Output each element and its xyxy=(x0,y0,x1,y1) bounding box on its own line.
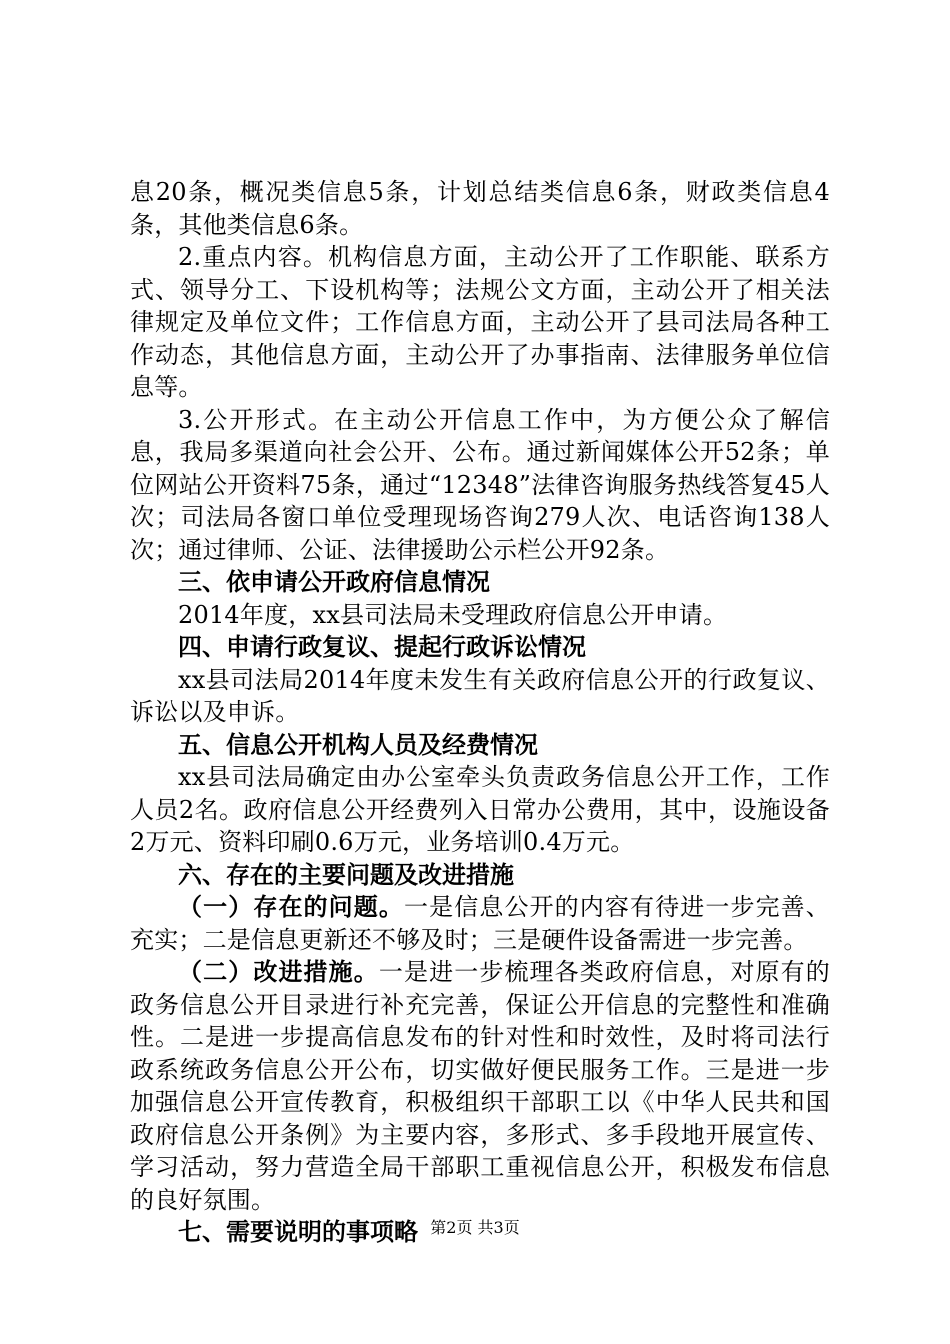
subheading-measures: （二）改进措施。 xyxy=(178,958,379,986)
paragraph-measures-text: 一是进一步梳理各类政府信息，对原有的政务信息公开目录进行补充完善，保证公开信息的完整性和准确性。二是进一步提高信息发布的针对性和时效性，及时将司法行政系统政务信息公开公布，切实做好便民服务工作。三是进一步加强信息公开宣传教育，积极组织干部职工以《中华人民共和国政府信息公开条例》为主要内容，多形式、多手段地开展宣传、学习活动，努力营造全局干部职工重视信息公开，积极发布信息的良好氛围。 xyxy=(130,958,830,1214)
paragraph-measures xyxy=(130,956,830,1216)
paragraph-category-counts: 息20条，概况类信息5条，计划总结类信息6条，财政类信息4条，其他类信息6条。 xyxy=(130,178,830,239)
paragraph-applications: 2014年度，xx县司法局未受理政府信息公开申请。 xyxy=(178,600,728,629)
paragraph-problems xyxy=(130,891,830,956)
section-heading-6: 六、存在的主要问题及改进措施 xyxy=(178,860,514,889)
section-heading-5: 五、信息公开机构人员及经费情况 xyxy=(178,730,538,759)
subheading-problems: （一）存在的问题。 xyxy=(178,893,405,921)
section-heading-3: 三、依申请公开政府信息情况 xyxy=(178,568,490,596)
document-body xyxy=(130,176,830,1249)
paragraph-staff-funding: xx县司法局确定由办公室牵头负责政务信息公开工作，工作人员2名。政府信息公开经费列入日常办公费用，其中，设施设备2万元、资料印刷0.6万元，业务培训0.4万元。 xyxy=(130,763,830,856)
section-heading-7: 七、需要说明的事项略 xyxy=(178,1218,418,1246)
page-footer: 第2页 共3页 xyxy=(430,1218,520,1237)
paragraph-reviews: xx县司法局2014年度未发生有关政府信息公开的行政复议、诉讼以及申诉。 xyxy=(130,665,830,726)
paragraph-problems-text: 一是信息公开的内容有待进一步完善、充实；二是信息更新还不够及时；三是硬件设备需进一步完善。 xyxy=(130,893,830,954)
section-heading-4: 四、申请行政复议、提起行政诉讼情况 xyxy=(178,633,586,661)
paragraph-publish-forms: 3.公开形式。在主动公开信息工作中，为方便公众了解信息，我局多渠道向社会公开、公布。通过新闻媒体公开52条；单位网站公开资料75条，通过“12348”法律咨询服务热线答复45人次；司法局各窗口单位受理现场咨询279人次、电话咨询138人次；通过律师、公证、法律援助公示栏公开92条。 xyxy=(130,405,830,564)
paragraph-key-content: 2.重点内容。机构信息方面，主动公开了工作职能、联系方式、领导分工、下设机构等；法规公文方面，主动公开了相关法律规定及单位文件；工作信息方面，主动公开了县司法局各种工作动态，其他信息方面，主动公开了办事指南、法律服务单位信息等。 xyxy=(130,243,830,401)
